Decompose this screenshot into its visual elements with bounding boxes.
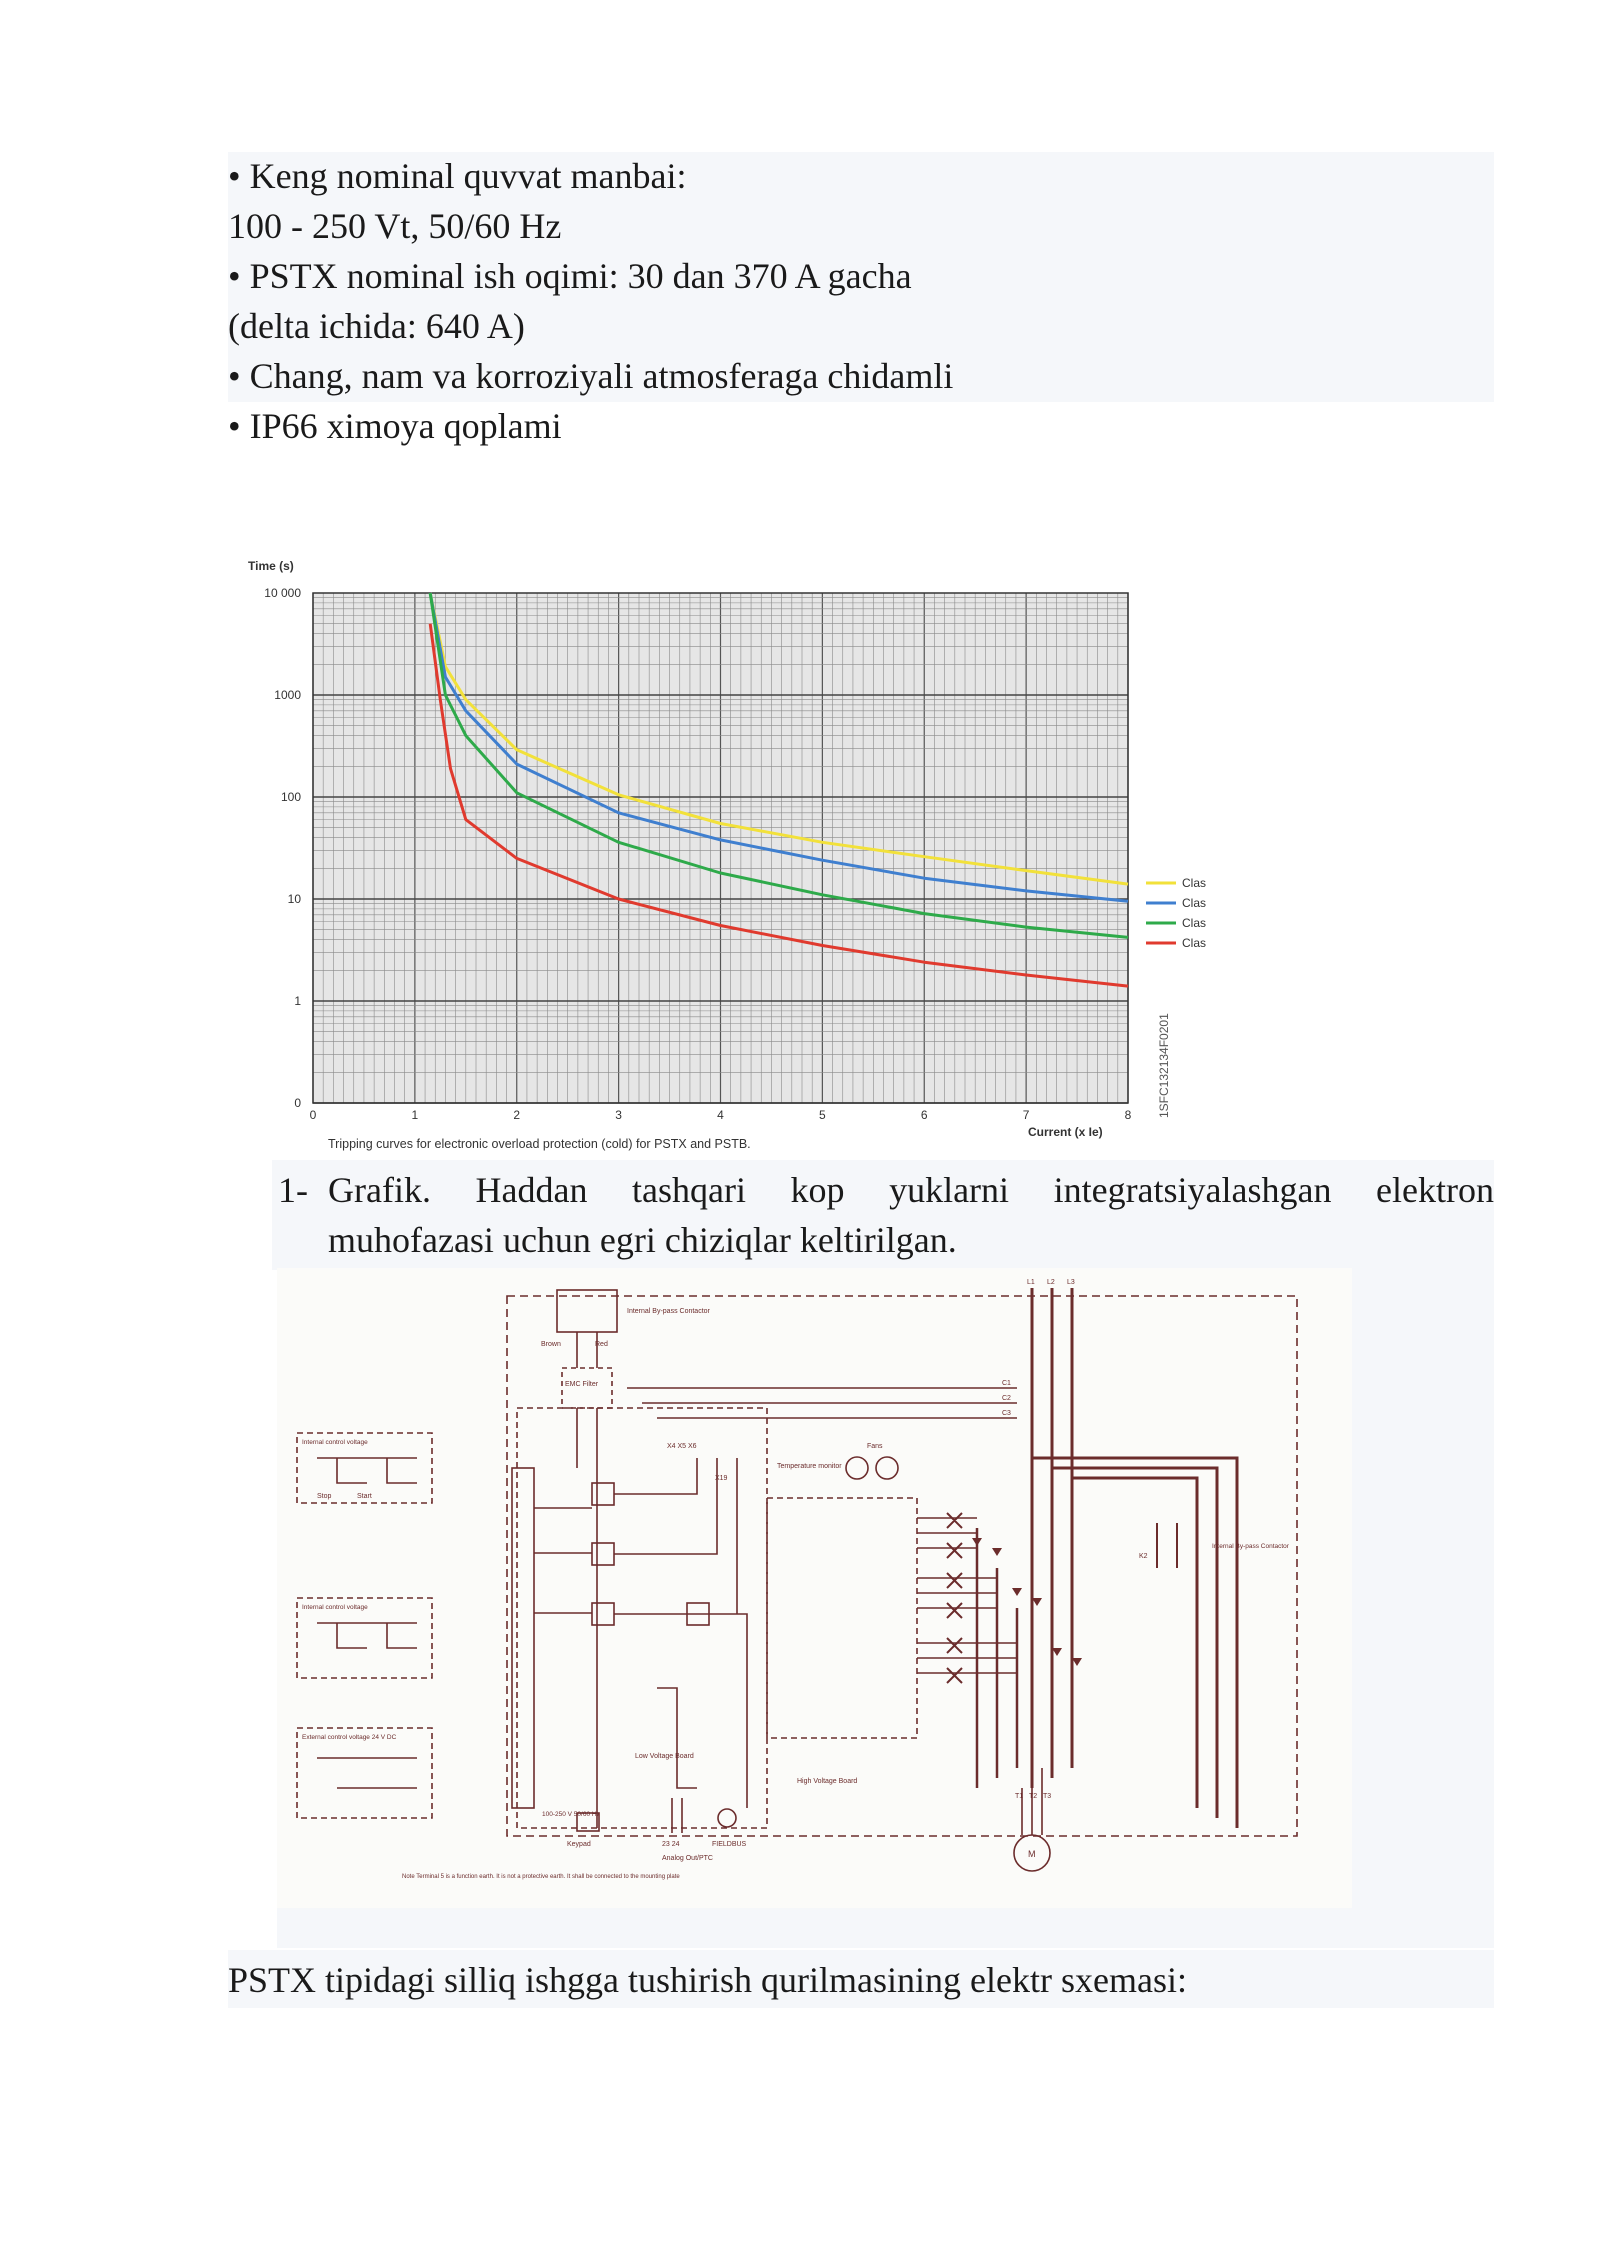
outer-enclosure [507,1296,1297,1836]
label-stop: Stop [317,1493,332,1500]
label-fans: Fans [867,1443,883,1450]
figure-caption [272,1165,1494,1265]
chart-legend [1146,876,1206,950]
y-tick-label: 1000 [274,688,301,702]
label-keypad: Keypad [567,1841,591,1848]
label-c1: C1 [1002,1380,1011,1387]
legend-label-4: Clas [1182,936,1207,950]
motor-leads [1022,1768,1042,1835]
label-temp: Temperature monitor [777,1463,842,1470]
legend-label-3: Clas [1182,916,1207,930]
external-control-box [297,1728,432,1818]
right-bypass-contacts [1157,1523,1197,1568]
label-brown: Brown [541,1341,561,1348]
x-tick-label: 0 [309,1108,317,1122]
label-lvb: Low Voltage Board [635,1753,694,1760]
x-tick-label: 8 [1124,1108,1132,1122]
label-t3: T3 [1043,1793,1052,1800]
label-hvb: High Voltage Board [797,1778,858,1785]
label-23-24: 23 24 [662,1841,680,1848]
relay-k6 [592,1483,614,1505]
label-fieldbus: FIELDBUS [712,1841,747,1848]
current-sense-lines [627,1388,1017,1418]
label-motor: M [1028,1849,1036,1859]
relay-k5 [592,1543,614,1565]
mains-lines [1032,1288,1072,1788]
chart-svg [228,548,1248,1168]
pstx-wiring-schematic [277,1268,1352,1908]
gate-wires [917,1518,1017,1673]
label-l2: L2 [1047,1279,1055,1286]
label-l1: L1 [1027,1279,1035,1286]
schematic-svg [277,1268,1352,1908]
label-emc: EMC Filter [565,1381,599,1388]
label-supply: 100-250 V 50/60 Hz [542,1811,600,1818]
caption-line-1: Grafik. Haddan tashqari kop yuklarni integratsiyalashgan elektron [328,1170,1494,1210]
label-red: Red [595,1341,608,1348]
bypass-bus [1032,1458,1237,1828]
fieldbus-symbol [718,1809,736,1827]
label-note: Note Terminal 5 is a function earth. It is not a protective earth. It shall be connected to the mounting plate [402,1874,680,1880]
label-bypass: Internal By-pass Contactor [627,1308,710,1315]
chart-side-code: 1SFC132134F0201 [1157,1013,1171,1118]
x-tick-label: 2 [513,1108,521,1122]
label-c3: C3 [1002,1410,1011,1417]
bullet-line-1: • Keng nominal quvvat manbai: [228,156,687,196]
thyristors [972,1538,1082,1666]
bullet-line-3: • PSTX nominal ish oqimi: 30 dan 370 A gacha [228,256,912,296]
label-x4: X4 X5 X6 [667,1443,697,1450]
x-axis-label: Current (x Ie) [1028,1125,1103,1139]
bullet-line-6: • IP66 ximoya qoplami [228,406,562,446]
label-start: Start [357,1493,372,1500]
label-icv-1: Internal control voltage [302,1439,368,1446]
legend-label-2: Clas [1182,896,1207,910]
label-c2: C2 [1002,1395,1011,1402]
fan-1 [846,1457,868,1479]
x-tick-label: 6 [920,1108,928,1122]
x-tick-labels [310,1108,1132,1122]
label-t1: T1 [1015,1793,1024,1800]
emc-filter-box [562,1368,612,1408]
terminal-strip [512,1468,534,1808]
x-tick-label: 7 [1022,1108,1030,1122]
chart-footnote: Tripping curves for electronic overload protection (cold) for PSTX and PSTB. [328,1137,751,1151]
label-ecv: External control voltage 24 V DC [302,1734,397,1741]
label-x19: X19 [715,1475,728,1482]
caption-number: 1- [278,1170,308,1210]
y-axis-label: Time (s) [248,559,294,573]
supply-feed [577,1332,597,1828]
relay-k4 [592,1603,614,1625]
x-tick-label: 4 [717,1108,724,1122]
y-tick-labels [264,586,301,1110]
y-tick-label: 0 [294,1096,301,1110]
legend-label-1: Clas [1182,876,1207,890]
label-t2: T2 [1029,1793,1038,1800]
x-tick-label: 1 [411,1108,419,1122]
schematic-heading: PSTX tipidagi silliq ishgga tushirish qurilmasining elektr sxemasi: [228,1960,1187,2000]
y-tick-label: 100 [280,790,301,804]
x-tick-label: 3 [615,1108,622,1122]
y-tick-label: 10 000 [264,586,301,600]
caption-line-2: muhofazasi uchun egri chiziqlar keltirilgan. [328,1220,957,1260]
bullet-line-4: (delta ichida: 640 A) [228,306,525,346]
label-k2: K2 [1139,1553,1148,1560]
tripping-curves-chart [228,548,1248,1168]
high-voltage-board [767,1498,917,1738]
label-l3: L3 [1067,1279,1075,1286]
fan-2 [876,1457,898,1479]
y-tick-label: 10 [287,892,301,906]
label-ibp: Internal By-pass Contactor [1212,1543,1289,1550]
x-tick-label: 5 [819,1108,826,1122]
bullet-line-5: • Chang, nam va korroziyali atmosferaga chidamli [228,356,954,396]
bullet-line-2: 100 - 250 Vt, 50/60 Hz [228,206,562,246]
label-analog: Analog Out/PTC [662,1855,713,1862]
label-icv-2: Internal control voltage [302,1604,368,1611]
y-tick-label: 1 [294,994,301,1008]
low-voltage-board [517,1408,767,1828]
